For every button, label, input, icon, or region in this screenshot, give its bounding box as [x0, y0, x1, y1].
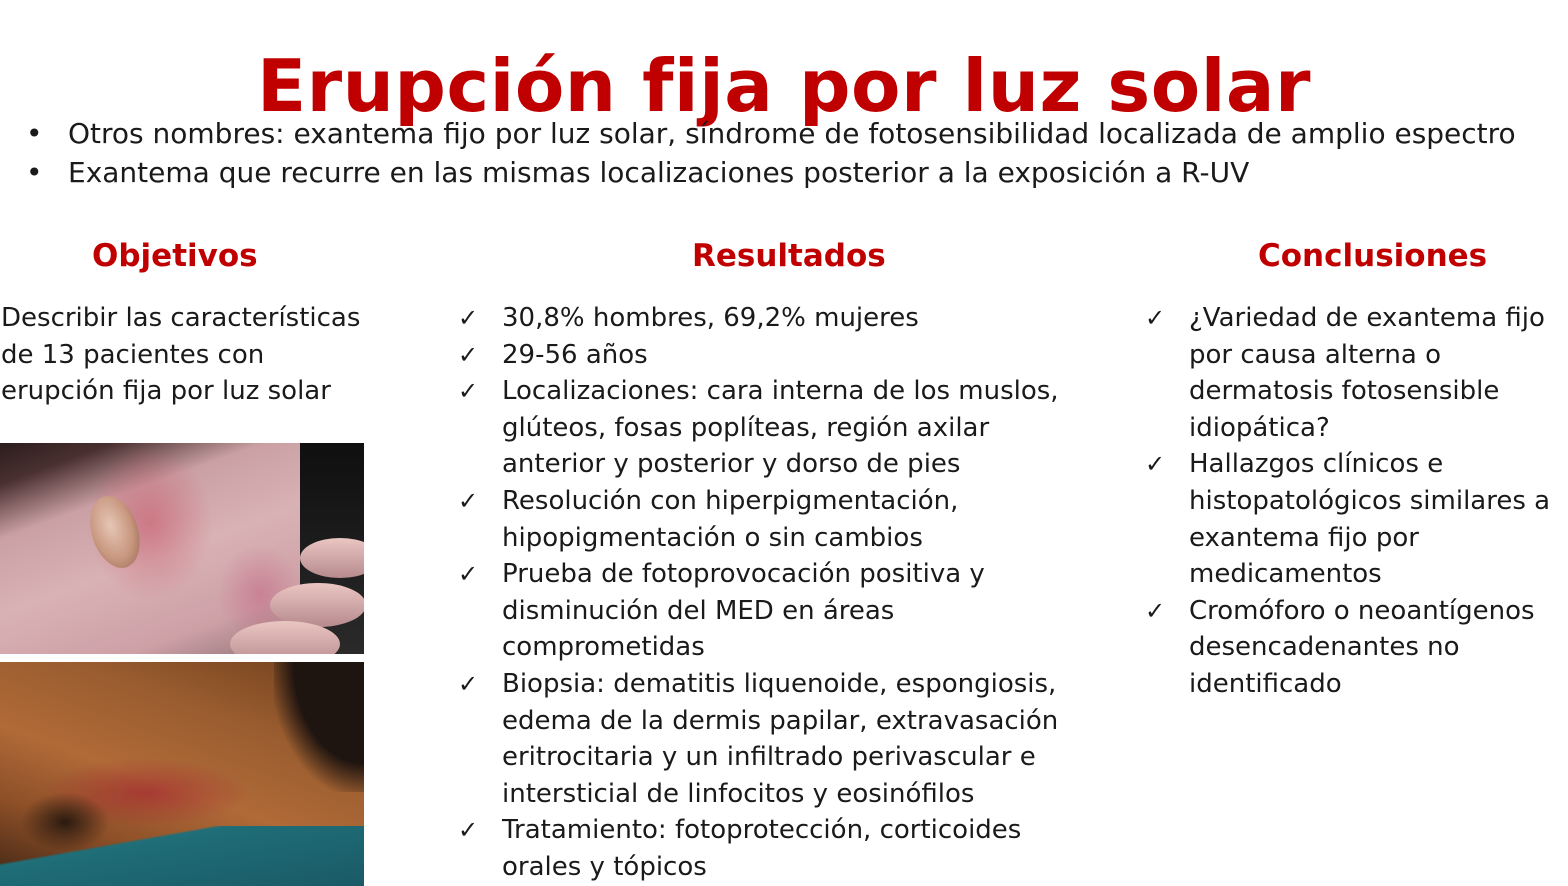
resultado-item-line: glúteos, fosas poplíteas, región axilar	[502, 412, 990, 443]
objetivos-line: Describir las características	[1, 303, 361, 333]
axilla-lesion-photo	[0, 662, 364, 886]
conclusion-item-line: Cromóforo o neoantígenos	[1189, 595, 1535, 626]
conclusion-item-line: desencadenantes no	[1189, 632, 1460, 663]
resultados-list	[458, 300, 1059, 886]
intro-bullet-text: Exantema que recurre en las mismas localizaciones posterior a la exposición a R-UV	[68, 156, 1250, 189]
checkmark-icon: ✓	[458, 669, 479, 698]
foot-lesion-photo	[0, 443, 364, 654]
resultado-item-line: Biopsia: dematitis liquenoide, espongiosis,	[502, 668, 1057, 699]
resultados-heading: Resultados	[692, 238, 886, 274]
intro-bullets	[22, 114, 1516, 192]
checkmark-icon: ✓	[458, 816, 479, 845]
resultado-item-line: eritrocitaria y un infiltrado perivascular e	[502, 742, 1036, 773]
conclusion-item-line: medicamentos	[1189, 559, 1382, 590]
resultado-item	[458, 300, 1059, 337]
conclusion-item-line: dermatosis fotosensible	[1189, 376, 1500, 407]
conclusiones-heading: Conclusiones	[1258, 238, 1488, 274]
checkmark-icon: ✓	[1145, 596, 1166, 625]
conclusion-item-line: exantema fijo por	[1189, 522, 1419, 553]
resultado-item-line: comprometidas	[502, 632, 705, 663]
conclusion-item	[1145, 300, 1550, 446]
conclusion-item-line: idiopática?	[1189, 412, 1330, 443]
resultado-item	[458, 556, 1059, 666]
checkmark-icon: ✓	[458, 486, 479, 515]
checkmark-icon: ✓	[458, 304, 479, 332]
bullet-icon: •	[26, 156, 43, 189]
resultado-item-line: hipopigmentación o sin cambios	[502, 522, 923, 553]
resultado-item-line: intersticial de linfocitos y eosinófilos	[502, 778, 975, 809]
conclusion-item	[1145, 593, 1550, 703]
conclusiones-list	[1145, 300, 1550, 703]
resultado-item	[458, 666, 1059, 812]
checkmark-icon: ✓	[458, 560, 479, 589]
checkmark-icon: ✓	[458, 377, 479, 406]
intro-bullet-text: Otros nombres: exantema fijo por luz solar, síndrome de fotosensibilidad localizada de amplio espectro	[68, 117, 1516, 150]
conclusion-item-line: histopatológicos similares a	[1189, 485, 1551, 516]
resultado-item	[458, 337, 1059, 374]
conclusion-item-line: ¿Variedad de exantema fijo	[1189, 303, 1545, 333]
intro-bullet	[22, 114, 1516, 153]
conclusion-item	[1145, 446, 1550, 592]
resultado-item-line: Resolución con hiperpigmentación,	[502, 485, 959, 516]
objetivos-heading: Objetivos	[92, 238, 258, 274]
resultado-item-line: edema de la dermis papilar, extravasación	[502, 705, 1059, 736]
slide-title: Erupción fija por luz solar	[256, 44, 1312, 129]
resultado-item-line: Localizaciones: cara interna de los muslos,	[502, 376, 1059, 407]
resultado-item-line: 30,8% hombres, 69,2% mujeres	[502, 303, 919, 333]
checkmark-icon: ✓	[1145, 304, 1166, 332]
conclusion-item-line: por causa alterna o	[1189, 339, 1441, 370]
blister-shape	[82, 490, 149, 575]
resultado-item	[458, 373, 1059, 483]
objetivos-text	[1, 300, 360, 410]
resultado-item-line: Tratamiento: fotoprotección, corticoides	[502, 815, 1022, 846]
intro-bullet	[22, 153, 1516, 192]
objetivos-line: de 13 pacientes con	[1, 339, 265, 370]
resultado-item-line: 29-56 años	[502, 339, 648, 370]
checkmark-icon: ✓	[458, 340, 479, 369]
resultado-item-line: Prueba de fotoprovocación positiva y	[502, 559, 985, 590]
resultado-item-line: disminución del MED en áreas	[502, 595, 895, 626]
resultado-item	[458, 812, 1059, 885]
resultado-item	[458, 483, 1059, 556]
checkmark-icon: ✓	[1145, 450, 1166, 479]
conclusion-item-line: Hallazgos clínicos e	[1189, 449, 1444, 480]
bullet-icon: •	[26, 117, 43, 150]
resultado-item-line: orales y tópicos	[502, 851, 707, 882]
resultado-item-line: anterior y posterior y dorso de pies	[502, 449, 961, 480]
conclusion-item-line: identificado	[1189, 668, 1342, 699]
objetivos-line: erupción fija por luz solar	[1, 376, 331, 407]
